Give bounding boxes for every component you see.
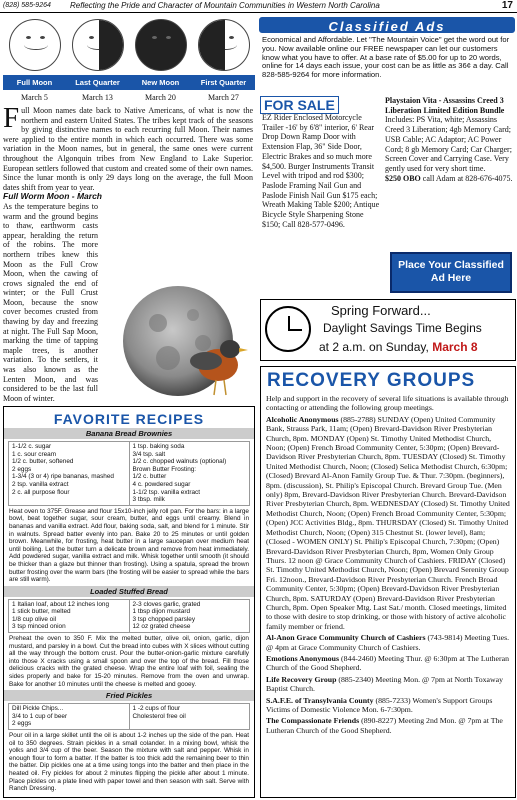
moon-date: March 27 [208, 93, 239, 102]
ingredient-item: 3 tsp chopped parsley [132, 615, 196, 623]
moon-label: Full Moon [3, 75, 66, 90]
favorite-recipes [3, 406, 255, 798]
recovery-group [266, 415, 510, 631]
ingredient-item: Cholesterol free oil [132, 712, 186, 720]
playstation-ad [385, 96, 514, 183]
recovery-group [266, 654, 510, 673]
header-phone: (828) 585-9264 [3, 2, 51, 9]
group-details: (885-2788) SUNDAY (Open) United Community Bank, Strauss Park, 11am; (Open) Brevard-Davidson River Presbyterian Church, 8pm. MONDAY (Open) St. Timothy United Methodist Church, Noon; (Open) French Broad Community Center, 5:30pm; (Open) Brevard-Davidson River Presbyterian Church, 8pm. TUESDAY (Closed) St. Timothy United Methodist Church, Noon; (Closed) Selica Methodist Church, 6:30pm; (Closed) Brevard Al-Anon Family Group Tue. & Thur. 7:30pm. (beginners), 8pm. (discussion), St. Philip's Episcopal Church. Brevard Group Tue. (Men only) 8pm, Brevard-Davidson River Presbyterian Church. Brevard-Davidson River Presbyterian Church, 8pm. WEDNESDAY (Closed) St. Timothy United Methodist Church, Noon; (Open) French Broad Community Center, 5:30pm; (Open) JCC Activities Bldg., 8pm. THURSDAY (Closed) St. Timothy United Methodist Church, Noon; (Open) 315 Chestnut St. (lower level), 8am; (Closed - WOMEN ONLY) St. Philip's Episcopal Church, 7:30pm; (Open) Brevard-Davidson River Presbyterian Church, 8pm, Women Only Group Thurs. 12 noon @ Grace Community Church of Cashiers. FRIDAY (Closed) St. Timothy United Methodist Church, Noon; (Open) Brevard Serenity Group Fri. 12noon., Brevard-Davidson River Presbyterian Church. French Broad Community Center, 5:30pm; (Open) Brevard-Davidson River Presbyterian Church, 8pm. SATURDAY (Open) Brevard-Davidson River Presbyterian Church, 8pm. Open Speaker Mtg. Last Sat./ month. Closed meetings, limited to those with desire to stop drinking, or those with history of active alcoholic family member or friend. [266, 414, 510, 631]
last-quarter-moon-icon [72, 19, 124, 71]
group-name: S.A.F.E. of Transylvania County [266, 695, 374, 705]
recipe-directions: Heat oven to 375F. Grease and flour 15x10-inch jelly roll pan. For the bars: in a large bowl, beat together sugar, sour cream, butter, and eggs until creamy. Blend in bananas and vanilla extract. Add flour, baking soda, salt, and blend for 1 minute. Stir in walnuts. Spread batter evenly into pan. Bake 20 to 25 minutes or until golden brown. Meanwhile, for frosting, heat butter in a large saucepan over medium heat until boiling. Let the butter turn a delicate brown and remove from heat immediately. Add powdered sugar, vanilla extract and milk. Whisk together until smooth (it should be thicker than a glaze but thinner than frosting). Using a spatula, spread the brown butter frosting over the warm bars (the frosting will be easier to spread while the bars are still warm). [9, 507, 249, 584]
recovery-group [266, 716, 510, 735]
group-details: (885-7233) Women's Support Groups Victims of Domestic Violence Mon. 6-7:30pm. [266, 695, 493, 714]
ingredient-item: 1 tbsp dijon mustard [132, 608, 191, 616]
moon-label: Last Quarter [66, 75, 129, 90]
ingredients-col-1 [9, 442, 129, 505]
recipe-name: Banana Bread Brownies [4, 428, 254, 439]
ingredient-item: 2 eggs [12, 720, 32, 728]
ingredient-item: 1-1/2 tsp. vanilla extract [132, 488, 200, 496]
for-sale-items: EZ Rider Enclosed Motorcycle Trailer -16' by 6'8" interior, 6' Rear Drop Down Ramp Door with Extension Flap, 36" Side Door, Electric Brakes and so much more $4,500. Burger Instruments Transit Level with tripod and rod $300; Paslode Framing Nail Gun and Paslode Finish Nail Gun $175 each; Wreath Making Table $200; Antique Bicycle Style Sharpening Stone $150; Call 828-577-0496. [262, 113, 380, 229]
recipe-directions: Pour oil in a large skillet until the oil is about 1-2 inches up the side of the pan. Heat oil to 350 degrees. Strain pickles in a small colander. In a mixing bowl, whisk the yolks and 3/4 cup of the beer. Season the mixture with salt and pepper. Whisk in enough flour to form a batter. If the batter is too thick add the remaining beer to thin the batter. Dip pickles one at a time using tongs into the batter and then place in the heated oil. Fry pickles for about 2 minutes flipping the pickle after about 1 minute. Place pickles on a plate lined with paper towel and then season with salt. Serve with Ranch Dressing. [9, 732, 249, 793]
new-moon-icon [135, 19, 187, 71]
ingredient-item: 1-1/2 c. sugar [12, 443, 52, 450]
ingredient-item: 3/4 tsp. salt [132, 450, 166, 458]
clock-icon [265, 306, 311, 352]
dst-line-1: Spring Forward... [331, 303, 431, 318]
group-details: (885-2340) Meeting Mon. @ 7pm at North Toxaway Baptist Church. [266, 674, 503, 694]
for-sale-title: FOR SALE [260, 96, 339, 114]
ingredient-item: 12 oz grated cheese [132, 623, 191, 631]
ingredient-item: 1 stick butter, melted [12, 608, 71, 616]
playstation-ad-call: call Adam at 828-676-4075. [422, 173, 513, 183]
classified-banner-text: Classified Ads [328, 19, 446, 34]
ingredient-item: 1 -2 cups of flour [132, 705, 181, 713]
dst-date: March 8 [432, 340, 478, 354]
page-header [0, 0, 517, 13]
full-moon-icon [9, 19, 61, 71]
recovery-title: RECOVERY GROUPS [267, 370, 476, 391]
moon-date: March 5 [21, 93, 48, 102]
ingredient-item: Brown Butter Frosting: [132, 465, 197, 473]
recipe-ingredients [8, 599, 250, 633]
ingredient-item: 3 tsp minced onion [12, 623, 66, 631]
ingredients-col-2 [129, 442, 250, 505]
playstation-ad-title: Playstaion Vita - Assassins Creed 3 Liberation Limited Edition Bundle [385, 96, 505, 115]
moon-article-p2: As the temperature begins to warm and the ground begins to thaw, earthworm casts appear, heralding the return of the robins. The more northern tribes knew this Moon as the Full Crow Moon, when the cawing of crows signaled the end of winter; or the Full Crust Moon, because the snow cover becomes crusted from thawing by day and freezing at night. The Full Sap Moon, marking the time of tapping maple trees, is another variation. To the settlers, it was also known as the Lenten Moon, and was considered to be the last full Moon of winter. [3, 201, 98, 403]
group-name: Emotions Anonymous [266, 653, 340, 663]
moon-article-subhead: Full Worm Moon - March [3, 191, 103, 202]
dst-line-3a: at 2 a.m. on Sunday, [319, 340, 429, 354]
dst-line-3 [319, 340, 478, 354]
ingredient-item: Dill Pickle Chips... [12, 705, 64, 713]
moon-new [129, 17, 192, 103]
ingredient-item: 1 tsp. baking soda [132, 443, 185, 450]
moon-phases [3, 17, 255, 103]
ingredient-item: 3 tbsp. milk [132, 496, 165, 504]
moon-date: March 20 [145, 93, 176, 102]
moon-robin-image [98, 283, 254, 399]
moon-label: New Moon [129, 75, 192, 90]
recovery-groups [260, 366, 516, 798]
ingredient-item: 1/2 c. butter [132, 473, 167, 481]
ingredient-item: 2 c. all purpose flour [12, 488, 70, 496]
ingredient-item: 3/4 to 1 cup of beer [12, 712, 68, 720]
ingredient-item: 1-3/4 (3 or 4) ripe bananas, mashed [12, 473, 114, 481]
first-quarter-moon-icon [198, 19, 250, 71]
ingredient-item: 1/2 c. butter, softened [12, 458, 74, 466]
moon-last-quarter [66, 17, 129, 103]
ingredient-item: 1/2 c. chopped walnuts (optional) [132, 458, 227, 466]
ingredient-item: 1 c. sour cream [12, 450, 57, 458]
recovery-intro: Help and support in the recovery of several life situations is available through contacting or attending the following group meetings. [266, 394, 509, 413]
recovery-group [266, 696, 510, 715]
recipe-ingredients [8, 441, 250, 506]
recipe-directions: Preheat the oven to 350 F. Mix the melted butter, olive oil, onion, garlic, dijon mustard, and parsley in a bowl. Cut the bread into cubes with X slices without cutting all the way through the bottom crust. Pour the butter-onion-garlic mixture carefully into those X cracks using a small spoon and over the top of the bread. Fill those delicious cracks with the grated cheese. Wrap the entire loaf with foil, sealing the sides properly and bake for 15-20 minutes. Remove from the oven and unwrap. Bake for another 10 minutes until the cheese is melted and gooey. [9, 635, 249, 688]
page-number: 17 [501, 0, 513, 11]
place-ad-button[interactable]: Place Your Classified Ad Here [390, 252, 512, 293]
ingredient-item: 1/8 cup olive oil [12, 615, 57, 623]
ingredients-col-1 [9, 600, 129, 632]
group-details: (844-2460) Meeting Thur. @ 6:30pm at The Lutheran Church of the Good Shepherd. [266, 653, 509, 673]
dst-line-2: Daylight Savings Time Begins [323, 321, 482, 335]
recipe-name: Fried Pickles [4, 690, 254, 701]
ingredient-item: 1 Italian loaf, about 12 inches long [12, 600, 109, 608]
ingredient-item: 2 tsp. vanilla extract [12, 480, 69, 488]
recipes-title: FAVORITE RECIPES [53, 411, 205, 427]
playstation-ad-text: Includes: PS Vita, white; Assassins Creed 3 Liberation; 4gb Memory Card; USB Cable; AC Adaptor; AC Power Cord; 8 gb Memory Card; Car Charger; Screen Cover and Carrying Case. Very gently used for very short time. [385, 115, 512, 173]
playstation-ad-price: $250 OBO [385, 173, 421, 183]
group-details: (743-9814) Meeting Tues. @ 4pm at Grace Community Church of Cashiers. [266, 633, 510, 652]
group-name: Al-Anon Grace Community Church of Cashiers [266, 633, 426, 643]
ingredients-col-1 [9, 704, 129, 729]
moon-article-p1: ull Moon names date back to Native Americans, of what is now the northern and eastern United States. The tribes kept track of the seasons by giving distinctive names to each recurring full Moon. Their names were applied to the entire month in which each occurred. There was some variation in the Moon names, but in general, the same ones were current throughout the Algonquin tribes from New England to Lake Superior. European settlers followed that custom and created some of their own names. Since the lunar month is only 29 days long on the average, the full Moon dates shift from year to year. [3, 106, 253, 192]
daylight-savings-notice [260, 299, 516, 361]
recipe-name: Loaded Stuffed Bread [4, 586, 254, 597]
moon-label: First Quarter [192, 75, 255, 90]
moon-first-quarter [192, 17, 255, 103]
moon-full [3, 17, 66, 103]
classified-ads-banner [259, 17, 515, 33]
group-name: The Compassionate Friends [266, 716, 360, 726]
ingredient-item: 2 eggs [12, 465, 32, 473]
recipe-ingredients [8, 703, 250, 730]
moon-date: March 13 [82, 93, 113, 102]
group-details: (890-8227) Meeting 2nd Mon. @ 7pm at The Lutheran Church of the Good Shepherd. [266, 716, 503, 735]
ingredients-col-2 [129, 704, 250, 729]
drop-cap: F [3, 102, 20, 134]
ingredients-col-2 [129, 600, 250, 632]
ingredient-item: 4 c. powdered sugar [132, 480, 191, 488]
recovery-group [266, 675, 510, 694]
header-tagline: Reflecting the Pride and Character of Mountain Communities in Western North Carolina [70, 1, 380, 10]
ingredient-item: 2-3 cloves garlic, grated [132, 600, 201, 608]
recovery-group [266, 633, 510, 652]
recovery-body [266, 394, 510, 735]
group-name: Life Recovery Group [266, 674, 337, 684]
group-name: Alcoholic Anonymous [266, 414, 339, 424]
classified-intro: Economical and Affordable. Let "The Mountain Voice" get the word out for you. Now available online our FREE newspaper can let our customers know what you have to offer. At a base rate of $5.00 for up to 20 words, online for 14 days each issue, your cost can be as little as 36¢ a day. Call 828-585-9264 for more information. [262, 35, 510, 80]
